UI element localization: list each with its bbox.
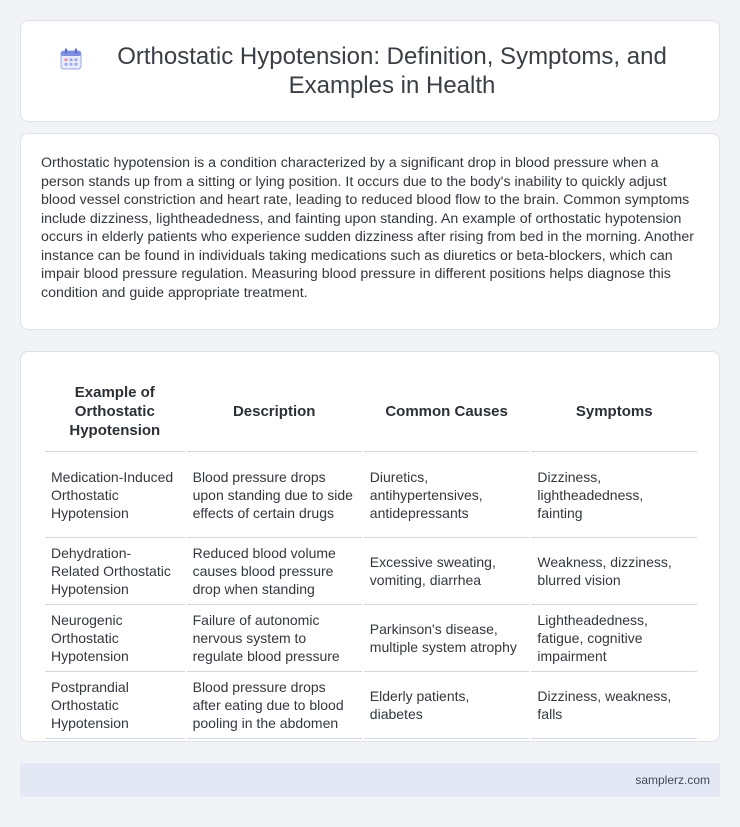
footer-site-link[interactable]: samplerz.com: [635, 773, 710, 787]
table-row: [45, 538, 697, 605]
cell-symptoms: Dizziness, weakness, falls: [531, 672, 697, 739]
cell-example: Dehydration-Related Orthostatic Hypotension: [45, 538, 185, 605]
cell-example: Neurogenic Orthostatic Hypotension: [45, 605, 185, 672]
cell-description: Blood pressure drops after eating due to blood pooling in the abdomen: [187, 672, 362, 739]
cell-description: Failure of autonomic nervous system to regulate blood pressure: [187, 605, 362, 672]
header-description: Description: [187, 372, 362, 452]
footer-bar: [20, 763, 720, 797]
title-row: [60, 42, 680, 100]
cell-symptoms: Weakness, dizziness, blurred vision: [531, 538, 697, 605]
title-card: [20, 20, 720, 122]
cell-symptoms: Lightheadedness, fatigue, cognitive impairment: [531, 605, 697, 672]
table-row: [45, 605, 697, 672]
intro-card: [20, 133, 720, 330]
table-row: [45, 672, 697, 739]
header-common-causes: Common Causes: [364, 372, 530, 452]
cell-example: Postprandial Orthostatic Hypotension: [45, 672, 185, 739]
cell-symptoms: Dizziness, lightheadedness, fainting: [531, 452, 697, 538]
cell-causes: Elderly patients, diabetes: [364, 672, 530, 739]
page-title: Orthostatic Hypotension: Definition, Symptoms, and Examples in Health: [117, 43, 667, 99]
cell-example: Medication-Induced Orthostatic Hypotension: [45, 452, 185, 538]
header-example: Example of Orthostatic Hypotension: [45, 372, 185, 452]
cell-causes: Excessive sweating, vomiting, diarrhea: [364, 538, 530, 605]
cell-causes: Diuretics, antihypertensives, antidepressants: [364, 452, 530, 538]
intro-paragraph: Orthostatic hypotension is a condition characterized by a significant drop in blood pressure when a person stands up from a sitting or lying position. It occurs due to the body's inability to quickly adjust blood vessel constriction and heart rate, leading to reduced blood flow to the brain. Common symptoms include dizziness, lightheadedness, and fainting upon standing. An example of orthostatic hypotension occurs in elderly patients who experience sudden dizziness after rising from bed in the morning. Another instance can be found in individuals taking medications such as diuretics or beta-blockers, which can impair blood pressure regulation. Measuring blood pressure in different positions helps diagnose this condition and guide appropriate treatment.: [41, 155, 694, 301]
header-symptoms: Symptoms: [531, 372, 697, 452]
table-card: [20, 351, 720, 742]
examples-table: [43, 372, 699, 739]
cell-causes: Parkinson's disease, multiple system atrophy: [364, 605, 530, 672]
calendar-icon: [60, 48, 82, 70]
cell-description: Reduced blood volume causes blood pressure drop when standing: [187, 538, 362, 605]
cell-description: Blood pressure drops upon standing due to side effects of certain drugs: [187, 452, 362, 538]
table-header-row: [45, 372, 697, 452]
table-row: [45, 452, 697, 538]
